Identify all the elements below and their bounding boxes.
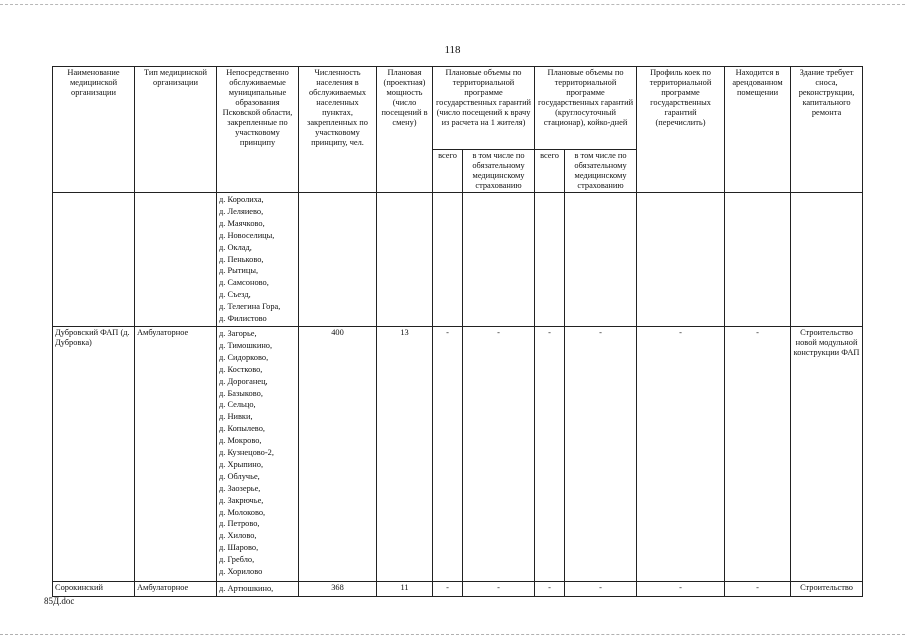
- village-item: д. Костково,: [219, 364, 263, 374]
- village-item: д. Сельцо,: [219, 400, 256, 410]
- facility-type: [135, 193, 217, 327]
- village-item: д. Самсоново,: [219, 278, 269, 288]
- village-item: д. Облучье,: [219, 471, 260, 481]
- village-item: д. Копылево,: [219, 424, 265, 434]
- village-item: д. Гребло,: [219, 555, 255, 565]
- header-bed-profile: Профиль коек по территориальной программе государственных гарантий (перечислить): [637, 67, 725, 193]
- building-value: Строительство: [791, 581, 863, 596]
- header-outpatient-volumes: Плановые объемы по территориальной программе государственных гарантий (число посещений к врачу из расчета на 1 жителя): [433, 67, 535, 150]
- header-row: [53, 67, 863, 150]
- header-type: Тип медицинской организации: [135, 67, 217, 193]
- village-list: [217, 193, 299, 327]
- village-item: д. Оклад,: [219, 242, 252, 252]
- village-item: д. Дороганец,: [219, 376, 268, 386]
- leased-value: -: [725, 326, 791, 581]
- village-item: д. Базыково,: [219, 388, 263, 398]
- population-value: 368: [299, 581, 377, 596]
- outpatient-oms: -: [463, 326, 535, 581]
- header-leased: Находится в арендованном помещении: [725, 67, 791, 193]
- subheader-in-oms: в том числе по обязательному медицинскому страхованию: [565, 150, 637, 193]
- village-item: д. Филистово: [219, 314, 267, 324]
- inpatient-total: [535, 193, 565, 327]
- table-row: [53, 193, 863, 327]
- village-item: д. Петрово,: [219, 519, 260, 529]
- village-item: д. Закрючье,: [219, 495, 264, 505]
- header-population: Численность населения в обслуживаемых населенных пунктах, закрепленных по участковому принципу, чел.: [299, 67, 377, 193]
- village-item: д. Сидорково,: [219, 352, 269, 362]
- header-municipalities: Непосредственно обслуживаемые муниципальные образования Псковской области, закрепленные по участковому принципу: [217, 67, 299, 193]
- page-number: 118: [444, 44, 461, 56]
- inpatient-total: -: [535, 581, 565, 596]
- village-item: д. Загорье,: [219, 328, 257, 338]
- village-item: д. Кузнецово-2,: [219, 448, 274, 458]
- bed-profile-value: -: [637, 581, 725, 596]
- village-item: д. Нивки,: [219, 412, 253, 422]
- inpatient-oms: -: [565, 581, 637, 596]
- capacity-value: [377, 193, 433, 327]
- village-item: д. Тимошкино,: [219, 340, 273, 350]
- village-item: д. Телегина Гора,: [219, 302, 281, 312]
- village-item: д. Хрыпино,: [219, 459, 264, 469]
- scan-top-edge: [0, 0, 905, 5]
- population-value: 400: [299, 326, 377, 581]
- village-list: [217, 581, 299, 596]
- population-value: [299, 193, 377, 327]
- village-item: д. Хорилово: [219, 567, 263, 577]
- building-value: [791, 193, 863, 327]
- bed-profile-value: [637, 193, 725, 327]
- inpatient-oms: [565, 193, 637, 327]
- village-item: д. Рытицы,: [219, 266, 259, 276]
- subheader-out-total: всего: [433, 150, 463, 193]
- village-item: д. Мокрово,: [219, 436, 262, 446]
- document-filename: 85Д.doc: [44, 596, 75, 606]
- facility-type: Амбулаторное: [135, 326, 217, 581]
- village-list: [217, 326, 299, 581]
- building-value: Строительство новой модульной конструкции ФАП: [791, 326, 863, 581]
- inpatient-total: -: [535, 326, 565, 581]
- bed-profile-value: -: [637, 326, 725, 581]
- facilities-table: [52, 66, 863, 597]
- village-item: д. Маячково,: [219, 218, 265, 228]
- village-item: д. Артюшкино,: [219, 583, 274, 593]
- village-item: д. Новоселицы,: [219, 230, 275, 240]
- outpatient-total: [433, 193, 463, 327]
- village-item: д. Заозерье,: [219, 483, 261, 493]
- village-item: д. Пеньково,: [219, 254, 264, 264]
- facility-name: Сорокинский: [53, 581, 135, 596]
- leased-value: [725, 193, 791, 327]
- outpatient-total: -: [433, 326, 463, 581]
- header-name: Наименование медицинской организации: [53, 67, 135, 193]
- village-item: д. Королиха,: [219, 195, 264, 204]
- table-row: [53, 326, 863, 581]
- village-item: д. Леляиево,: [219, 206, 264, 216]
- facility-name: [53, 193, 135, 327]
- facility-type: Амбулаторное: [135, 581, 217, 596]
- scan-bottom-edge: [0, 634, 905, 636]
- leased-value: -: [725, 581, 791, 596]
- header-building: Здание требует сноса, реконструкции, капитального ремонта: [791, 67, 863, 193]
- village-item: д. Съезд,: [219, 290, 251, 300]
- outpatient-oms: -: [463, 581, 535, 596]
- table-row: [53, 581, 863, 596]
- village-item: д. Молоково,: [219, 507, 266, 517]
- subheader-in-total: всего: [535, 150, 565, 193]
- inpatient-oms: -: [565, 326, 637, 581]
- subheader-out-oms: в том числе по обязательному медицинскому страхованию: [463, 150, 535, 193]
- outpatient-total: -: [433, 581, 463, 596]
- facility-name: Дубровский ФАП (д. Дубровка): [53, 326, 135, 581]
- village-item: д. Шарово,: [219, 543, 259, 553]
- header-capacity: Плановая (проектная) мощность (число посещений в смену): [377, 67, 433, 193]
- header-inpatient-volumes: Плановые объемы по территориальной программе государственных гарантий (круглосуточный стационар), койко-дней: [535, 67, 637, 150]
- village-item: д. Хилово,: [219, 531, 257, 541]
- capacity-value: 11: [377, 581, 433, 596]
- outpatient-oms: [463, 193, 535, 327]
- capacity-value: 13: [377, 326, 433, 581]
